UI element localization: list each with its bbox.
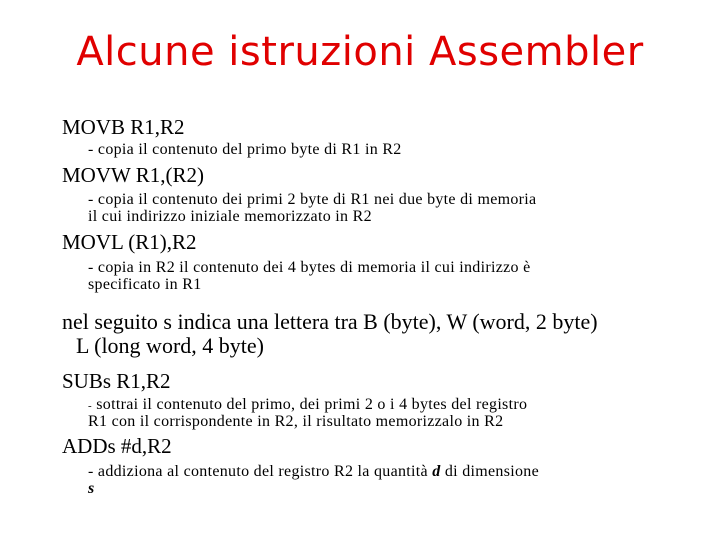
variable-d: d [432, 463, 441, 480]
instruction-movb: MOVB R1,R2 [62, 115, 185, 139]
instruction-movw: MOVW R1,(R2) [62, 163, 204, 187]
size-note-line1: nel seguito s indica una lettera tra B (byte), W (word, 2 byte) [62, 309, 598, 334]
instruction-movl: MOVL (R1),R2 [62, 230, 197, 254]
description-movl-line2: specificato in R1 [88, 276, 202, 293]
instruction-subs: SUBs R1,R2 [62, 369, 171, 393]
description-subs-line2: R1 con il corrispondente in R2, il risultato memorizzalo in R2 [88, 413, 504, 430]
description-movb: - copia il contenuto del primo byte di R1 in R2 [88, 141, 402, 158]
instruction-adds: ADDs #d,R2 [62, 434, 172, 458]
slide-title: Alcune istruzioni Assembler [76, 29, 644, 75]
description-movl-line1: - copia in R2 il contenuto dei 4 bytes di memoria il cui indirizzo è [88, 259, 531, 276]
description-movw-line1: - copia il contenuto dei primi 2 byte di R1 nei due byte di memoria [88, 191, 537, 208]
description-adds-line1 [88, 463, 539, 480]
size-note [62, 310, 598, 358]
adds-line1-after: di dimensione [440, 463, 539, 480]
subs-line1-text: sottrai il contenuto del primo, dei primi 2 o i 4 bytes del registro [91, 396, 528, 413]
size-note-line2: L (long word, 4 byte) [76, 333, 264, 358]
description-movw-line2: il cui indirizzo iniziale memorizzato in R2 [88, 208, 372, 225]
description-adds-line2 [88, 480, 95, 497]
subs-dash: - [88, 400, 92, 412]
adds-line1-before: - addiziona al contenuto del registro R2 la quantità [88, 463, 433, 480]
variable-s: s [88, 480, 95, 497]
